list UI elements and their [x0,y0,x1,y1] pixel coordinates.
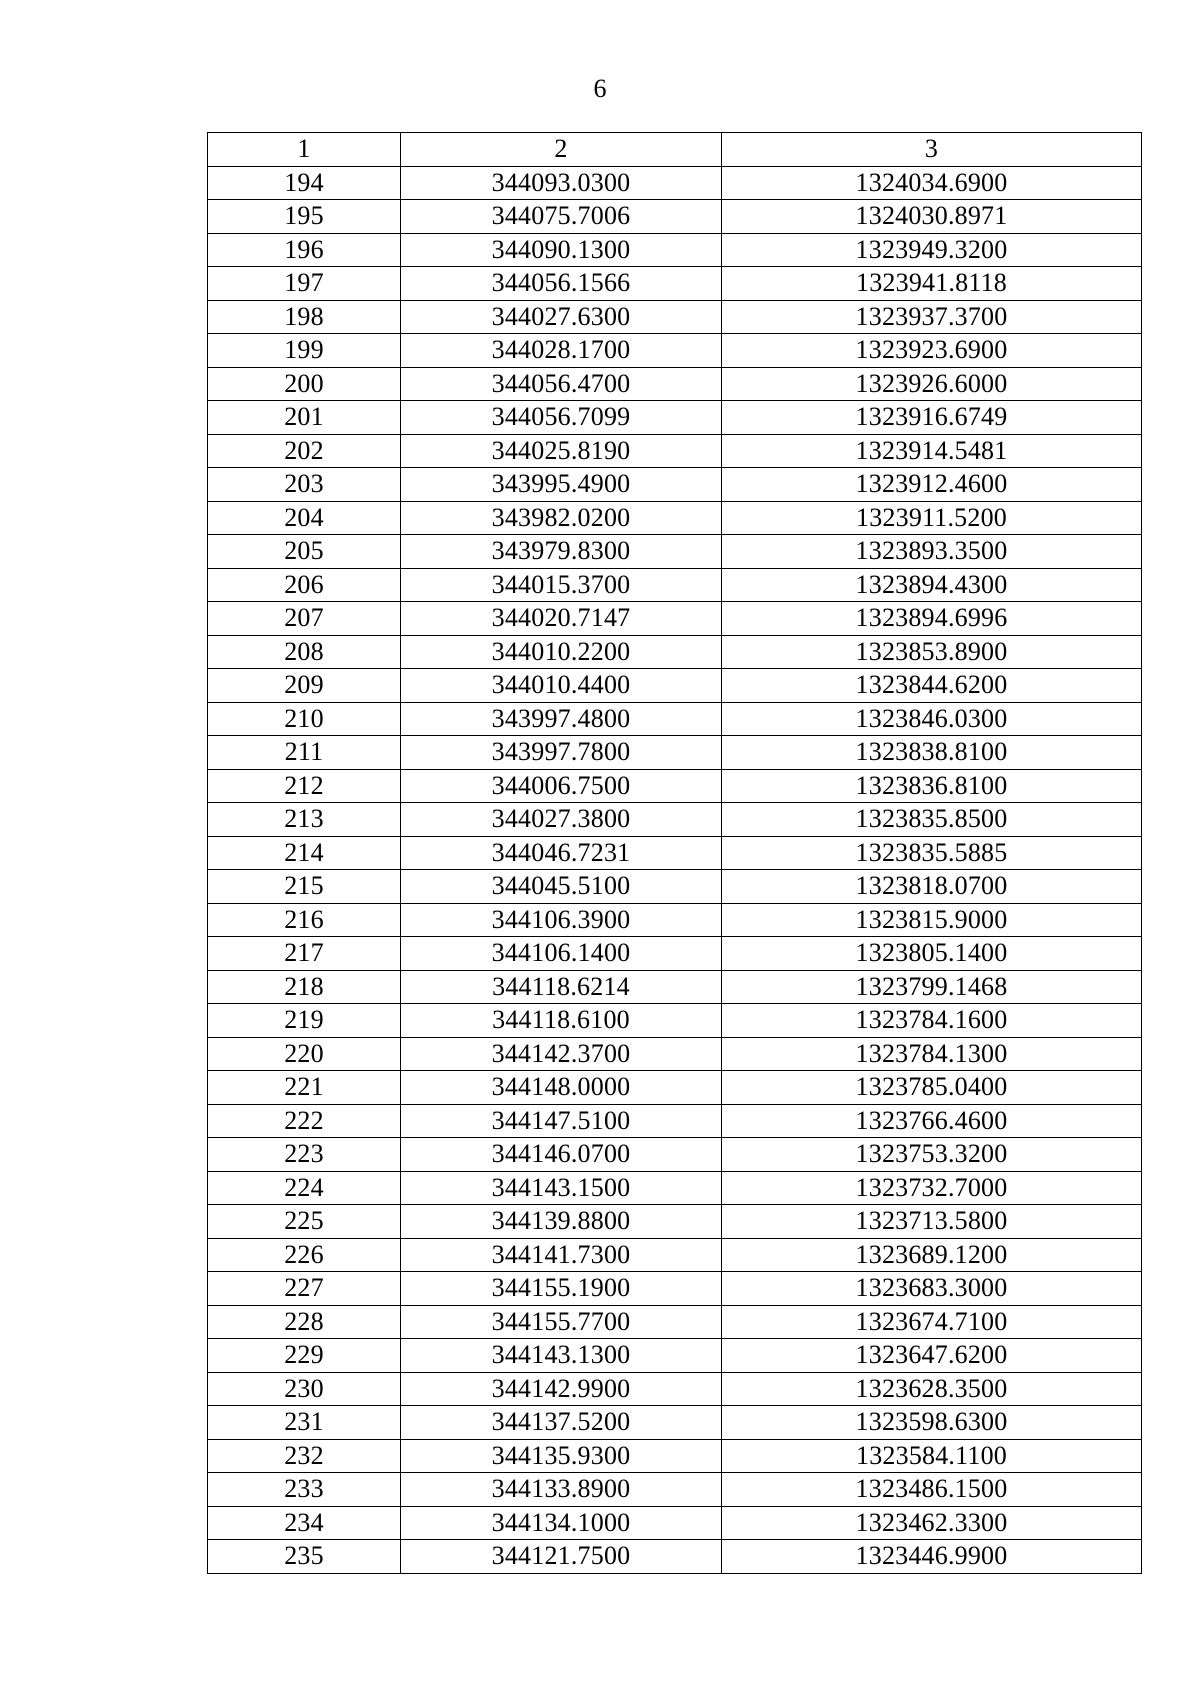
table-cell-col-2: 344148.0000 [401,1071,722,1105]
table-cell-col-3: 1323732.7000 [722,1171,1142,1205]
table-cell-col-3: 1323446.9900 [722,1540,1142,1574]
table-row [208,1406,1142,1440]
table-cell-col-3: 1323713.5800 [722,1205,1142,1239]
table-cell-col-1: 206 [208,568,401,602]
table-cell-col-3: 1324034.6900 [722,166,1142,200]
table-cell-col-1: 219 [208,1004,401,1038]
table-cell-col-2: 344121.7500 [401,1540,722,1574]
table-row [208,166,1142,200]
table-cell-col-1: 196 [208,233,401,267]
table-cell-col-2: 344135.9300 [401,1439,722,1473]
table-cell-col-1: 229 [208,1339,401,1373]
table-cell-col-2: 344006.7500 [401,769,722,803]
table-cell-col-3: 1323674.7100 [722,1305,1142,1339]
table-cell-col-2: 344133.8900 [401,1473,722,1507]
table-cell-col-1: 214 [208,836,401,870]
table-cell-col-2: 344141.7300 [401,1238,722,1272]
table-row [208,669,1142,703]
table-cell-col-1: 231 [208,1406,401,1440]
table-cell-col-1: 212 [208,769,401,803]
table-cell-col-1: 204 [208,501,401,535]
table-cell-col-3: 1323914.5481 [722,434,1142,468]
table-cell-col-2: 344027.3800 [401,803,722,837]
table-cell-col-1: 198 [208,300,401,334]
table-cell-col-3: 1323846.0300 [722,702,1142,736]
table-cell-col-2: 344134.1000 [401,1506,722,1540]
table-cell-col-2: 344118.6100 [401,1004,722,1038]
table-row [208,1205,1142,1239]
table-cell-col-3: 1323805.1400 [722,937,1142,971]
table-row [208,401,1142,435]
table-cell-col-1: 213 [208,803,401,837]
table-cell-col-1: 205 [208,535,401,569]
table-cell-col-3: 1323647.6200 [722,1339,1142,1373]
table-cell-col-3: 1323949.3200 [722,233,1142,267]
table-row [208,1506,1142,1540]
table-row [208,903,1142,937]
table-row [208,1071,1142,1105]
table-cell-col-1: 211 [208,736,401,770]
table-cell-col-3: 1323912.4600 [722,468,1142,502]
table-row [208,434,1142,468]
table-cell-col-1: 228 [208,1305,401,1339]
table-cell-col-2: 344137.5200 [401,1406,722,1440]
table-cell-col-1: 225 [208,1205,401,1239]
table-row [208,468,1142,502]
table-row [208,300,1142,334]
table-cell-col-3: 1323835.5885 [722,836,1142,870]
table-cell-col-3: 1323838.8100 [722,736,1142,770]
table-cell-col-3: 1323815.9000 [722,903,1142,937]
table-cell-col-2: 344143.1300 [401,1339,722,1373]
table-cell-col-2: 344056.4700 [401,367,722,401]
table-row [208,1540,1142,1574]
table-cell-col-1: 227 [208,1272,401,1306]
table-cell-col-3: 1323836.8100 [722,769,1142,803]
table-cell-col-1: 232 [208,1439,401,1473]
table-row [208,702,1142,736]
table-cell-col-1: 223 [208,1138,401,1172]
table-cell-col-1: 234 [208,1506,401,1540]
table-cell-col-2: 344045.5100 [401,870,722,904]
table-cell-col-2: 344027.6300 [401,300,722,334]
table-cell-col-2: 344139.8800 [401,1205,722,1239]
table-cell-col-3: 1323462.3300 [722,1506,1142,1540]
table-cell-col-2: 344020.7147 [401,602,722,636]
table-cell-col-2: 344146.0700 [401,1138,722,1172]
table-cell-col-3: 1323799.1468 [722,970,1142,1004]
table-cell-col-3: 1323818.0700 [722,870,1142,904]
table-cell-col-3: 1323766.4600 [722,1104,1142,1138]
table-cell-col-3: 1323911.5200 [722,501,1142,535]
table-cell-col-2: 344075.7006 [401,200,722,234]
table-cell-col-2: 344015.3700 [401,568,722,602]
table-cell-col-1: 207 [208,602,401,636]
table-cell-col-1: 202 [208,434,401,468]
table-cell-col-3: 1323835.8500 [722,803,1142,837]
table-row [208,1004,1142,1038]
table-cell-col-2: 344028.1700 [401,334,722,368]
table-cell-col-3: 1323628.3500 [722,1372,1142,1406]
table-row [208,1305,1142,1339]
header-row [208,133,1142,167]
table-cell-col-2: 344106.3900 [401,903,722,937]
table-row [208,367,1142,401]
table-cell-col-1: 200 [208,367,401,401]
table-cell-col-1: 233 [208,1473,401,1507]
table-cell-col-2: 343997.4800 [401,702,722,736]
table-cell-col-1: 220 [208,1037,401,1071]
table-cell-col-2: 344046.7231 [401,836,722,870]
table-cell-col-3: 1323894.4300 [722,568,1142,602]
table-cell-col-2: 344090.1300 [401,233,722,267]
header-cell-3: 3 [722,133,1142,167]
table-row [208,200,1142,234]
table-cell-col-1: 226 [208,1238,401,1272]
table-cell-col-2: 343997.7800 [401,736,722,770]
header-cell-1: 1 [208,133,401,167]
table-row [208,769,1142,803]
table-row [208,1238,1142,1272]
table-row [208,937,1142,971]
table-cell-col-1: 210 [208,702,401,736]
table-cell-col-1: 218 [208,970,401,1004]
table-cell-col-3: 1323785.0400 [722,1071,1142,1105]
table-cell-col-1: 215 [208,870,401,904]
table-cell-col-3: 1323753.3200 [722,1138,1142,1172]
table-cell-col-2: 344056.1566 [401,267,722,301]
table-cell-col-1: 235 [208,1540,401,1574]
table-cell-col-3: 1323598.6300 [722,1406,1142,1440]
table-cell-col-3: 1323916.6749 [722,401,1142,435]
table-cell-col-2: 344025.8190 [401,434,722,468]
table-row [208,635,1142,669]
table-cell-col-2: 344142.9900 [401,1372,722,1406]
table-row [208,1339,1142,1373]
table-cell-col-1: 209 [208,669,401,703]
table-cell-col-2: 344010.4400 [401,669,722,703]
table-cell-col-2: 343982.0200 [401,501,722,535]
table-body [208,166,1142,1573]
coordinates-table [207,132,1142,1574]
table-cell-col-3: 1323853.8900 [722,635,1142,669]
table-cell-col-2: 344118.6214 [401,970,722,1004]
table-cell-col-2: 344147.5100 [401,1104,722,1138]
table-cell-col-3: 1323926.6000 [722,367,1142,401]
table-cell-col-1: 199 [208,334,401,368]
table-cell-col-3: 1323683.3000 [722,1272,1142,1306]
table-row [208,1171,1142,1205]
table-cell-col-1: 195 [208,200,401,234]
table-cell-col-3: 1323923.6900 [722,334,1142,368]
table-cell-col-1: 194 [208,166,401,200]
table-row [208,836,1142,870]
table-cell-col-1: 230 [208,1372,401,1406]
table-cell-col-3: 1323894.6996 [722,602,1142,636]
table-cell-col-1: 222 [208,1104,401,1138]
table-row [208,267,1142,301]
table-row [208,233,1142,267]
table-cell-col-2: 344010.2200 [401,635,722,669]
table-cell-col-3: 1323584.1100 [722,1439,1142,1473]
page-number: 6 [593,74,607,103]
table-row [208,736,1142,770]
table-cell-col-1: 201 [208,401,401,435]
table-row [208,1473,1142,1507]
table-cell-col-1: 203 [208,468,401,502]
table-cell-col-1: 208 [208,635,401,669]
table-cell-col-2: 343979.8300 [401,535,722,569]
table-row [208,602,1142,636]
table-cell-col-2: 344143.1500 [401,1171,722,1205]
table-row [208,334,1142,368]
table-cell-col-3: 1323689.1200 [722,1238,1142,1272]
table-cell-col-3: 1323893.3500 [722,535,1142,569]
table-cell-col-2: 344155.1900 [401,1272,722,1306]
table-cell-col-3: 1323941.8118 [722,267,1142,301]
table-cell-col-1: 197 [208,267,401,301]
table-header [208,133,1142,167]
table-row [208,1372,1142,1406]
table-row [208,803,1142,837]
table-row [208,568,1142,602]
table-cell-col-3: 1324030.8971 [722,200,1142,234]
table-cell-col-3: 1323784.1300 [722,1037,1142,1071]
table-cell-col-2: 343995.4900 [401,468,722,502]
table-cell-col-1: 216 [208,903,401,937]
table-cell-col-2: 344155.7700 [401,1305,722,1339]
table-row [208,1272,1142,1306]
table-cell-col-2: 344142.3700 [401,1037,722,1071]
table-row [208,1037,1142,1071]
header-cell-2: 2 [401,133,722,167]
table-cell-col-1: 224 [208,1171,401,1205]
table-row [208,1104,1142,1138]
table-cell-col-3: 1323937.3700 [722,300,1142,334]
table-cell-col-2: 344093.0300 [401,166,722,200]
table-cell-col-1: 217 [208,937,401,971]
table-cell-col-2: 344056.7099 [401,401,722,435]
table-row [208,870,1142,904]
table-cell-col-3: 1323844.6200 [722,669,1142,703]
table-cell-col-3: 1323784.1600 [722,1004,1142,1038]
table-row [208,1439,1142,1473]
table-row [208,1138,1142,1172]
table-cell-col-2: 344106.1400 [401,937,722,971]
table-cell-col-1: 221 [208,1071,401,1105]
table-row [208,970,1142,1004]
table-row [208,501,1142,535]
table-row [208,535,1142,569]
table-cell-col-3: 1323486.1500 [722,1473,1142,1507]
